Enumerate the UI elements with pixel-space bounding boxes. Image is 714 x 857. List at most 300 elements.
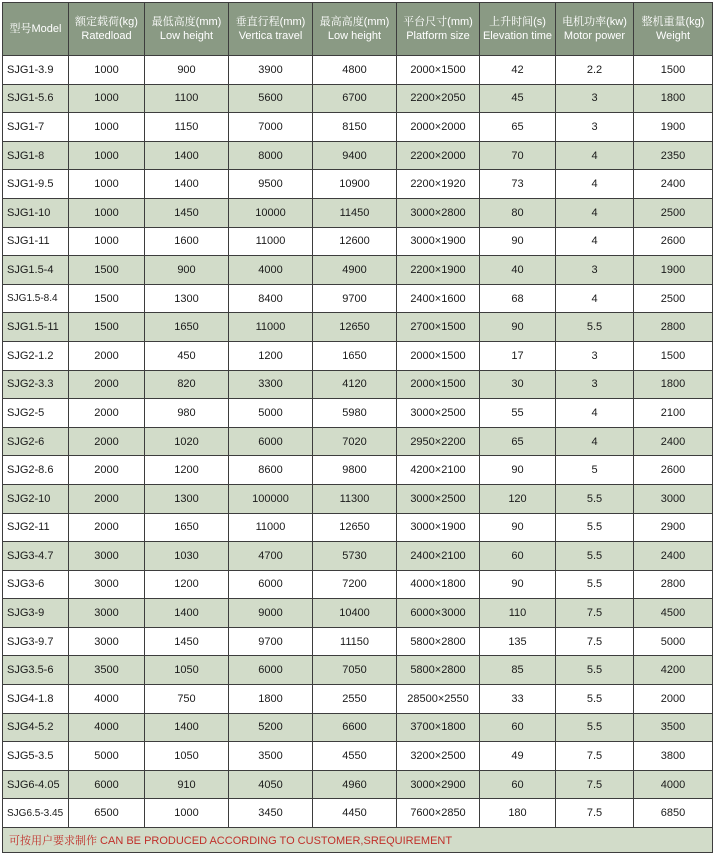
weight-cell: 3000 xyxy=(634,484,713,513)
vertical-travel-cell: 9700 xyxy=(229,627,313,656)
low-height-cell: 1300 xyxy=(145,284,229,313)
ratedload-cell: 1500 xyxy=(69,284,145,313)
max-height-cell: 4550 xyxy=(313,742,397,771)
motor-power-cell: 7.5 xyxy=(556,770,634,799)
ratedload-cell: 1000 xyxy=(69,141,145,170)
col-header-cn: 平台尺寸(mm) xyxy=(403,16,473,28)
ratedload-cell: 6500 xyxy=(69,799,145,828)
elevation-time-cell: 90 xyxy=(480,513,556,542)
low-height-cell: 1050 xyxy=(145,742,229,771)
weight-cell: 2100 xyxy=(634,399,713,428)
model-cell: SJG1.5-11 xyxy=(3,313,69,342)
elevation-time-cell: 80 xyxy=(480,198,556,227)
motor-power-cell: 7.5 xyxy=(556,627,634,656)
platform-size-cell: 5800×2800 xyxy=(397,656,480,685)
weight-cell: 1900 xyxy=(634,256,713,285)
ratedload-cell: 1000 xyxy=(69,113,145,142)
elevation-time-cell: 90 xyxy=(480,313,556,342)
model-cell: SJG2-5 xyxy=(3,399,69,428)
model-cell: SJG1.5-4 xyxy=(3,256,69,285)
motor-power-cell: 7.5 xyxy=(556,742,634,771)
ratedload-cell: 4000 xyxy=(69,685,145,714)
table-row xyxy=(3,84,713,113)
motor-power-cell: 5.5 xyxy=(556,484,634,513)
max-height-cell: 7020 xyxy=(313,427,397,456)
weight-cell: 2400 xyxy=(634,427,713,456)
col-header-cn: 最高高度(mm) xyxy=(319,16,390,28)
weight-cell: 2350 xyxy=(634,141,713,170)
col-header-vertical-travel xyxy=(229,3,313,56)
platform-size-cell: 2000×1500 xyxy=(397,341,480,370)
weight-cell: 2800 xyxy=(634,313,713,342)
spec-table xyxy=(2,2,713,853)
vertical-travel-cell: 11000 xyxy=(229,227,313,256)
max-height-cell: 10900 xyxy=(313,170,397,199)
elevation-time-cell: 45 xyxy=(480,84,556,113)
table-row xyxy=(3,627,713,656)
motor-power-cell: 7.5 xyxy=(556,599,634,628)
low-height-cell: 1150 xyxy=(145,113,229,142)
col-header-en: Weight xyxy=(655,30,691,42)
col-header-en: Motor power xyxy=(563,30,626,42)
platform-size-cell: 3000×2500 xyxy=(397,484,480,513)
max-height-cell: 8150 xyxy=(313,113,397,142)
elevation-time-cell: 70 xyxy=(480,141,556,170)
table-row xyxy=(3,799,713,828)
platform-size-cell: 3000×1900 xyxy=(397,227,480,256)
low-height-cell: 1450 xyxy=(145,198,229,227)
elevation-time-cell: 55 xyxy=(480,399,556,428)
elevation-time-cell: 33 xyxy=(480,685,556,714)
max-height-cell: 5730 xyxy=(313,542,397,571)
low-height-cell: 820 xyxy=(145,370,229,399)
platform-size-cell: 2200×2000 xyxy=(397,141,480,170)
table-row xyxy=(3,284,713,313)
table-row xyxy=(3,656,713,685)
model-cell: SJG1-8 xyxy=(3,141,69,170)
vertical-travel-cell: 5600 xyxy=(229,84,313,113)
max-height-cell: 4450 xyxy=(313,799,397,828)
table-row xyxy=(3,227,713,256)
low-height-cell: 980 xyxy=(145,399,229,428)
vertical-travel-cell: 8400 xyxy=(229,284,313,313)
vertical-travel-cell: 9500 xyxy=(229,170,313,199)
ratedload-cell: 1000 xyxy=(69,227,145,256)
platform-size-cell: 7600×2850 xyxy=(397,799,480,828)
elevation-time-cell: 49 xyxy=(480,742,556,771)
table-row xyxy=(3,456,713,485)
platform-size-cell: 2700×1500 xyxy=(397,313,480,342)
motor-power-cell: 4 xyxy=(556,227,634,256)
motor-power-cell: 5 xyxy=(556,456,634,485)
vertical-travel-cell: 1200 xyxy=(229,341,313,370)
ratedload-cell: 1500 xyxy=(69,313,145,342)
platform-size-cell: 3000×2500 xyxy=(397,399,480,428)
weight-cell: 2500 xyxy=(634,198,713,227)
low-height-cell: 1400 xyxy=(145,170,229,199)
motor-power-cell: 3 xyxy=(556,256,634,285)
low-height-cell: 750 xyxy=(145,685,229,714)
table-row xyxy=(3,484,713,513)
vertical-travel-cell: 3500 xyxy=(229,742,313,771)
elevation-time-cell: 65 xyxy=(480,113,556,142)
platform-size-cell: 2200×1920 xyxy=(397,170,480,199)
max-height-cell: 7050 xyxy=(313,656,397,685)
low-height-cell: 1400 xyxy=(145,141,229,170)
weight-cell: 2400 xyxy=(634,542,713,571)
col-header-cn: 型号Model xyxy=(9,23,62,35)
elevation-time-cell: 90 xyxy=(480,570,556,599)
model-cell: SJG4-1.8 xyxy=(3,685,69,714)
low-height-cell: 910 xyxy=(145,770,229,799)
col-header-cn: 整机重量(kg) xyxy=(641,16,705,28)
platform-size-cell: 3000×1900 xyxy=(397,513,480,542)
vertical-travel-cell: 11000 xyxy=(229,513,313,542)
weight-cell: 3800 xyxy=(634,742,713,771)
vertical-travel-cell: 8000 xyxy=(229,141,313,170)
platform-size-cell: 2950×2200 xyxy=(397,427,480,456)
motor-power-cell: 3 xyxy=(556,341,634,370)
col-header-low-height xyxy=(145,3,229,56)
ratedload-cell: 3000 xyxy=(69,542,145,571)
motor-power-cell: 4 xyxy=(556,427,634,456)
platform-size-cell: 2000×2000 xyxy=(397,113,480,142)
motor-power-cell: 4 xyxy=(556,399,634,428)
weight-cell: 2600 xyxy=(634,227,713,256)
max-height-cell: 11300 xyxy=(313,484,397,513)
motor-power-cell: 5.5 xyxy=(556,570,634,599)
table-row xyxy=(3,370,713,399)
ratedload-cell: 2000 xyxy=(69,341,145,370)
ratedload-cell: 6000 xyxy=(69,770,145,799)
weight-cell: 4200 xyxy=(634,656,713,685)
elevation-time-cell: 73 xyxy=(480,170,556,199)
col-header-en: Elevation time xyxy=(482,30,553,42)
footer-note: 可按用户要求制作 CAN BE PRODUCED ACCORDING TO CUSTOMER,SREQUIREMENT xyxy=(3,828,713,853)
max-height-cell: 6600 xyxy=(313,713,397,742)
table-row xyxy=(3,313,713,342)
col-header-cn: 额定载荷(kg) xyxy=(75,16,138,28)
max-height-cell: 4960 xyxy=(313,770,397,799)
platform-size-cell: 3700×1800 xyxy=(397,713,480,742)
low-height-cell: 1050 xyxy=(145,656,229,685)
weight-cell: 1900 xyxy=(634,113,713,142)
model-cell: SJG1-7 xyxy=(3,113,69,142)
model-cell: SJG2-1.2 xyxy=(3,341,69,370)
model-cell: SJG2-10 xyxy=(3,484,69,513)
platform-size-cell: 6000×3000 xyxy=(397,599,480,628)
motor-power-cell: 4 xyxy=(556,170,634,199)
low-height-cell: 1000 xyxy=(145,799,229,828)
motor-power-cell: 3 xyxy=(556,370,634,399)
max-height-cell: 6700 xyxy=(313,84,397,113)
max-height-cell: 9800 xyxy=(313,456,397,485)
vertical-travel-cell: 4050 xyxy=(229,770,313,799)
model-cell: SJG1-10 xyxy=(3,198,69,227)
max-height-cell: 7200 xyxy=(313,570,397,599)
col-header-cn: 上升时间(s) xyxy=(489,16,546,28)
model-cell: SJG1-5.6 xyxy=(3,84,69,113)
table-row xyxy=(3,685,713,714)
model-cell: SJG3-9.7 xyxy=(3,627,69,656)
motor-power-cell: 4 xyxy=(556,141,634,170)
col-header-motor-power xyxy=(556,3,634,56)
vertical-travel-cell: 5200 xyxy=(229,713,313,742)
model-cell: SJG2-11 xyxy=(3,513,69,542)
low-height-cell: 1450 xyxy=(145,627,229,656)
low-height-cell: 1650 xyxy=(145,313,229,342)
table-row xyxy=(3,170,713,199)
col-header-cn: 垂直行程(mm) xyxy=(235,16,306,28)
table-row xyxy=(3,742,713,771)
elevation-time-cell: 65 xyxy=(480,427,556,456)
elevation-time-cell: 135 xyxy=(480,627,556,656)
low-height-cell: 1400 xyxy=(145,599,229,628)
low-height-cell: 1100 xyxy=(145,84,229,113)
motor-power-cell: 3 xyxy=(556,113,634,142)
table-row xyxy=(3,542,713,571)
vertical-travel-cell: 3900 xyxy=(229,56,313,85)
weight-cell: 1500 xyxy=(634,341,713,370)
col-header-max-height xyxy=(313,3,397,56)
motor-power-cell: 5.5 xyxy=(556,713,634,742)
ratedload-cell: 3000 xyxy=(69,599,145,628)
max-height-cell: 12650 xyxy=(313,513,397,542)
max-height-cell: 4800 xyxy=(313,56,397,85)
model-cell: SJG5-3.5 xyxy=(3,742,69,771)
vertical-travel-cell: 10000 xyxy=(229,198,313,227)
max-height-cell: 9700 xyxy=(313,284,397,313)
col-header-en: Vertica travel xyxy=(238,30,303,42)
max-height-cell: 4120 xyxy=(313,370,397,399)
low-height-cell: 1200 xyxy=(145,456,229,485)
vertical-travel-cell: 1800 xyxy=(229,685,313,714)
table-row xyxy=(3,570,713,599)
ratedload-cell: 1500 xyxy=(69,256,145,285)
elevation-time-cell: 60 xyxy=(480,770,556,799)
elevation-time-cell: 85 xyxy=(480,656,556,685)
col-header-en: Low height xyxy=(159,30,214,42)
vertical-travel-cell: 6000 xyxy=(229,570,313,599)
elevation-time-cell: 90 xyxy=(480,456,556,485)
ratedload-cell: 4000 xyxy=(69,713,145,742)
col-header-elevation-time xyxy=(480,3,556,56)
spec-table-body xyxy=(3,56,713,828)
vertical-travel-cell: 9000 xyxy=(229,599,313,628)
motor-power-cell: 5.5 xyxy=(556,542,634,571)
ratedload-cell: 2000 xyxy=(69,456,145,485)
ratedload-cell: 1000 xyxy=(69,56,145,85)
table-row xyxy=(3,770,713,799)
weight-cell: 2000 xyxy=(634,685,713,714)
ratedload-cell: 1000 xyxy=(69,198,145,227)
platform-size-cell: 3000×2800 xyxy=(397,198,480,227)
motor-power-cell: 2.2 xyxy=(556,56,634,85)
elevation-time-cell: 42 xyxy=(480,56,556,85)
platform-size-cell: 2000×1500 xyxy=(397,370,480,399)
table-row xyxy=(3,113,713,142)
ratedload-cell: 3000 xyxy=(69,627,145,656)
motor-power-cell: 5.5 xyxy=(556,313,634,342)
model-cell: SJG2-8.6 xyxy=(3,456,69,485)
weight-cell: 4000 xyxy=(634,770,713,799)
low-height-cell: 1020 xyxy=(145,427,229,456)
col-header-en: Platform size xyxy=(406,30,470,42)
model-cell: SJG1-3.9 xyxy=(3,56,69,85)
low-height-cell: 1300 xyxy=(145,484,229,513)
ratedload-cell: 3500 xyxy=(69,656,145,685)
elevation-time-cell: 180 xyxy=(480,799,556,828)
table-row xyxy=(3,141,713,170)
weight-cell: 1800 xyxy=(634,84,713,113)
platform-size-cell: 4200×2100 xyxy=(397,456,480,485)
motor-power-cell: 4 xyxy=(556,198,634,227)
max-height-cell: 4900 xyxy=(313,256,397,285)
motor-power-cell: 7.5 xyxy=(556,799,634,828)
vertical-travel-cell: 5000 xyxy=(229,399,313,428)
model-cell: SJG4-5.2 xyxy=(3,713,69,742)
model-cell: SJG3-4.7 xyxy=(3,542,69,571)
platform-size-cell: 2200×1900 xyxy=(397,256,480,285)
motor-power-cell: 5.5 xyxy=(556,685,634,714)
platform-size-cell: 2400×1600 xyxy=(397,284,480,313)
weight-cell: 1800 xyxy=(634,370,713,399)
platform-size-cell: 2000×1500 xyxy=(397,56,480,85)
low-height-cell: 1030 xyxy=(145,542,229,571)
platform-size-cell: 28500×2550 xyxy=(397,685,480,714)
model-cell: SJG1.5-8.4 xyxy=(3,284,69,313)
platform-size-cell: 3200×2500 xyxy=(397,742,480,771)
max-height-cell: 5980 xyxy=(313,399,397,428)
ratedload-cell: 2000 xyxy=(69,399,145,428)
weight-cell: 2600 xyxy=(634,456,713,485)
weight-cell: 3500 xyxy=(634,713,713,742)
low-height-cell: 1600 xyxy=(145,227,229,256)
low-height-cell: 1200 xyxy=(145,570,229,599)
elevation-time-cell: 30 xyxy=(480,370,556,399)
table-row xyxy=(3,599,713,628)
weight-cell: 2500 xyxy=(634,284,713,313)
vertical-travel-cell: 3300 xyxy=(229,370,313,399)
table-row xyxy=(3,713,713,742)
platform-size-cell: 2400×2100 xyxy=(397,542,480,571)
weight-cell: 1500 xyxy=(634,56,713,85)
model-cell: SJG3-6 xyxy=(3,570,69,599)
max-height-cell: 2550 xyxy=(313,685,397,714)
low-height-cell: 900 xyxy=(145,256,229,285)
max-height-cell: 10400 xyxy=(313,599,397,628)
ratedload-cell: 2000 xyxy=(69,484,145,513)
motor-power-cell: 5.5 xyxy=(556,656,634,685)
low-height-cell: 1650 xyxy=(145,513,229,542)
col-header-platform-size xyxy=(397,3,480,56)
elevation-time-cell: 60 xyxy=(480,542,556,571)
table-row xyxy=(3,427,713,456)
col-header-cn: 电机功率(kw) xyxy=(562,16,627,28)
max-height-cell: 12600 xyxy=(313,227,397,256)
motor-power-cell: 3 xyxy=(556,84,634,113)
model-cell: SJG2-6 xyxy=(3,427,69,456)
model-cell: SJG3.5-6 xyxy=(3,656,69,685)
elevation-time-cell: 120 xyxy=(480,484,556,513)
motor-power-cell: 4 xyxy=(556,284,634,313)
vertical-travel-cell: 3450 xyxy=(229,799,313,828)
max-height-cell: 1650 xyxy=(313,341,397,370)
elevation-time-cell: 40 xyxy=(480,256,556,285)
elevation-time-cell: 90 xyxy=(480,227,556,256)
model-cell: SJG6.5-3.45 xyxy=(3,799,69,828)
col-header-ratedload xyxy=(69,3,145,56)
platform-size-cell: 5800×2800 xyxy=(397,627,480,656)
col-header-model xyxy=(3,3,69,56)
vertical-travel-cell: 11000 xyxy=(229,313,313,342)
max-height-cell: 12650 xyxy=(313,313,397,342)
elevation-time-cell: 110 xyxy=(480,599,556,628)
vertical-travel-cell: 6000 xyxy=(229,427,313,456)
platform-size-cell: 2200×2050 xyxy=(397,84,480,113)
table-row xyxy=(3,513,713,542)
weight-cell: 5000 xyxy=(634,627,713,656)
vertical-travel-cell: 7000 xyxy=(229,113,313,142)
vertical-travel-cell: 6000 xyxy=(229,656,313,685)
table-row xyxy=(3,56,713,85)
low-height-cell: 1400 xyxy=(145,713,229,742)
vertical-travel-cell: 4000 xyxy=(229,256,313,285)
weight-cell: 2900 xyxy=(634,513,713,542)
ratedload-cell: 1000 xyxy=(69,84,145,113)
weight-cell: 2800 xyxy=(634,570,713,599)
model-cell: SJG6-4.05 xyxy=(3,770,69,799)
max-height-cell: 11450 xyxy=(313,198,397,227)
motor-power-cell: 5.5 xyxy=(556,513,634,542)
ratedload-cell: 2000 xyxy=(69,513,145,542)
col-header-weight xyxy=(634,3,713,56)
model-cell: SJG1-11 xyxy=(3,227,69,256)
table-row xyxy=(3,256,713,285)
weight-cell: 4500 xyxy=(634,599,713,628)
elevation-time-cell: 68 xyxy=(480,284,556,313)
ratedload-cell: 2000 xyxy=(69,427,145,456)
model-cell: SJG2-3.3 xyxy=(3,370,69,399)
col-header-en: Ratedload xyxy=(81,30,132,42)
table-row xyxy=(3,399,713,428)
vertical-travel-cell: 8600 xyxy=(229,456,313,485)
ratedload-cell: 2000 xyxy=(69,370,145,399)
low-height-cell: 900 xyxy=(145,56,229,85)
col-header-cn: 最低高度(mm) xyxy=(151,16,222,28)
model-cell: SJG3-9 xyxy=(3,599,69,628)
max-height-cell: 9400 xyxy=(313,141,397,170)
col-header-en: Low height xyxy=(327,30,382,42)
platform-size-cell: 3000×2900 xyxy=(397,770,480,799)
ratedload-cell: 1000 xyxy=(69,170,145,199)
vertical-travel-cell: 100000 xyxy=(229,484,313,513)
model-cell: SJG1-9.5 xyxy=(3,170,69,199)
elevation-time-cell: 60 xyxy=(480,713,556,742)
elevation-time-cell: 17 xyxy=(480,341,556,370)
weight-cell: 2400 xyxy=(634,170,713,199)
header-row xyxy=(3,3,713,56)
weight-cell: 6850 xyxy=(634,799,713,828)
table-row xyxy=(3,341,713,370)
ratedload-cell: 3000 xyxy=(69,570,145,599)
footer-row xyxy=(3,828,713,853)
platform-size-cell: 4000×1800 xyxy=(397,570,480,599)
max-height-cell: 11150 xyxy=(313,627,397,656)
table-row xyxy=(3,198,713,227)
low-height-cell: 450 xyxy=(145,341,229,370)
vertical-travel-cell: 4700 xyxy=(229,542,313,571)
